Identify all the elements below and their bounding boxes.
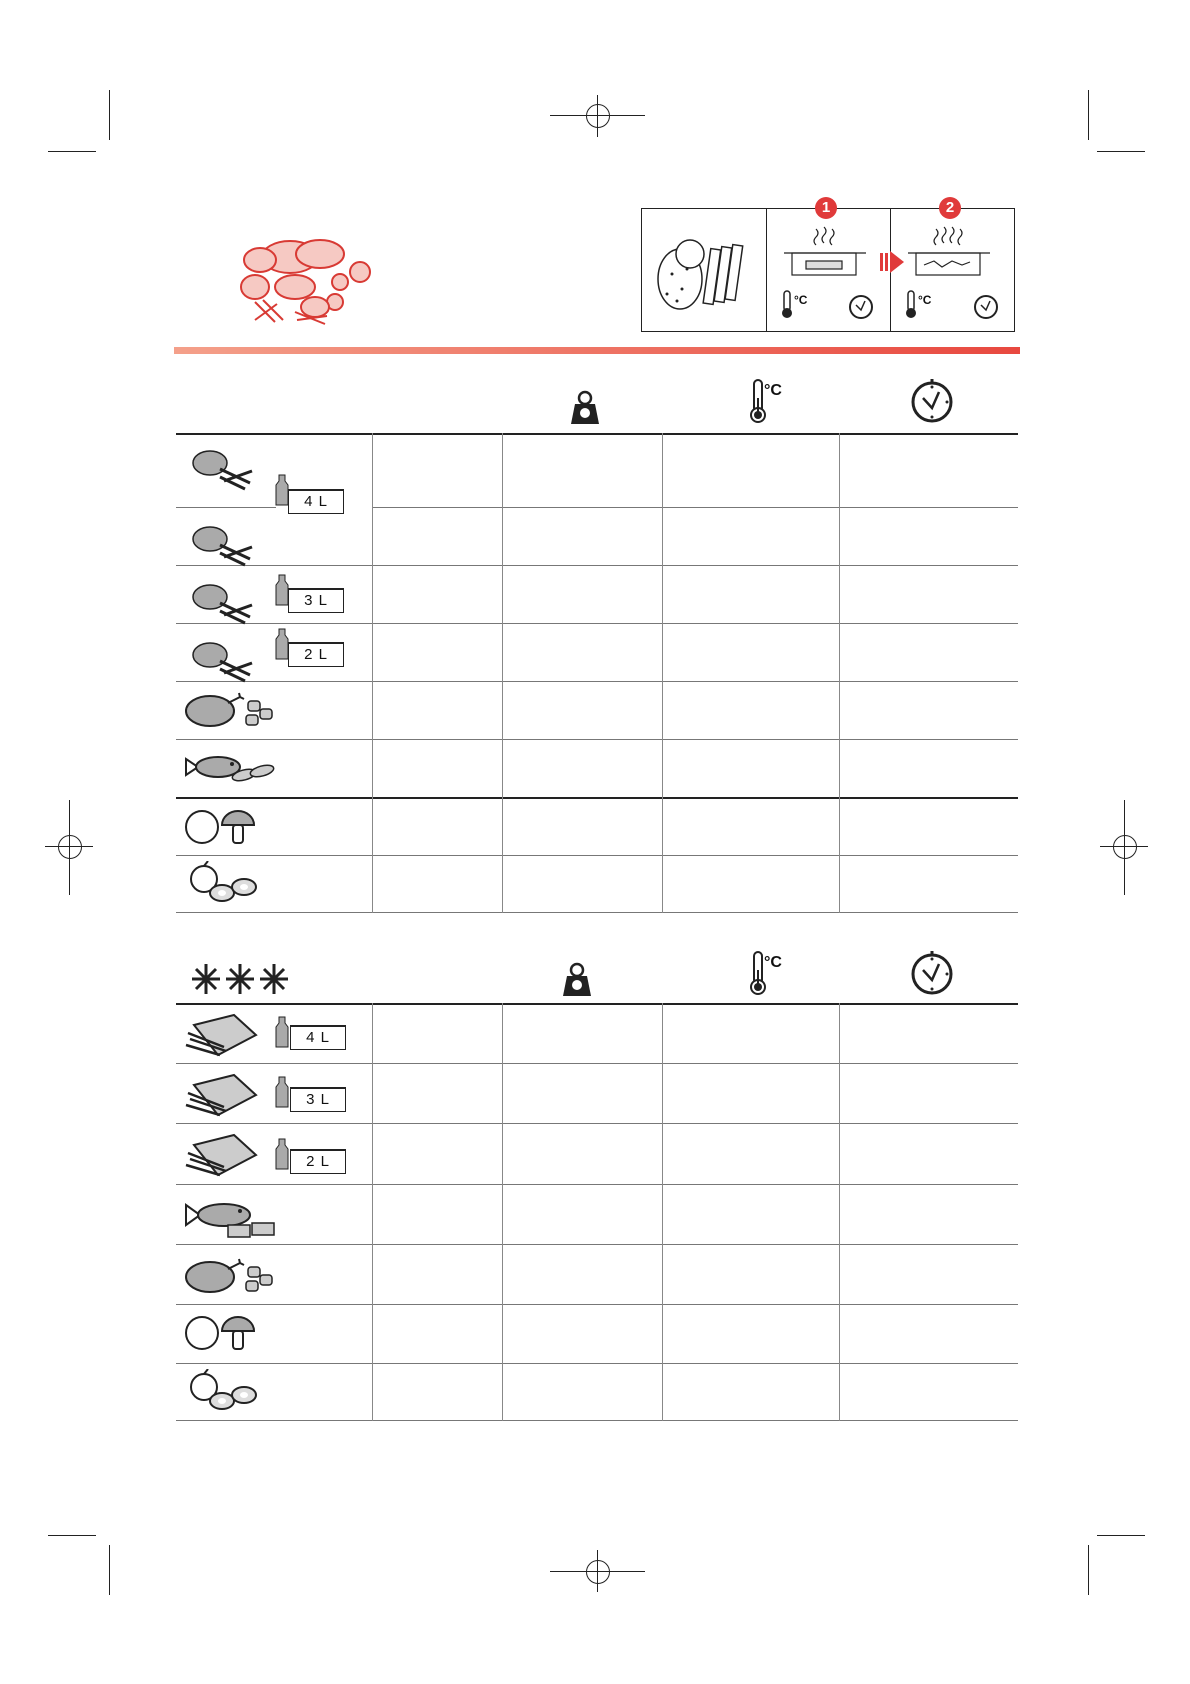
oil-capacity-label: 2 L: [290, 1149, 346, 1174]
temperature-unit-label: °C: [918, 293, 932, 307]
step-1-badge: 1: [815, 197, 837, 219]
temperature-unit-label: °C: [794, 293, 808, 307]
weight-icon: [570, 390, 600, 426]
section-divider-bar: [174, 347, 1020, 354]
oil-capacity-label: 2 L: [288, 642, 344, 667]
oil-bottle-icon: [274, 1075, 290, 1109]
frozen-food-table: [176, 1003, 1018, 1421]
oil-bottle-icon: [274, 1137, 290, 1171]
thermometer-icon: [780, 289, 794, 319]
frozen-fries-bag-icon: [184, 1011, 264, 1059]
potato-fries-icon: [190, 447, 260, 491]
frozen-fries-bag-icon: [184, 1071, 264, 1119]
clock-icon: [847, 293, 875, 321]
fish-fillet-icon: [182, 745, 277, 791]
fish-sticks-icon: [182, 1193, 282, 1241]
clock-icon: [908, 378, 956, 426]
frozen-fries-bag-icon: [184, 1131, 264, 1179]
apple-rings-icon: [182, 1369, 267, 1415]
chicken-nuggets-icon: [182, 1253, 277, 1299]
chicken-nuggets-icon: [182, 687, 277, 733]
oil-capacity-label: 3 L: [290, 1087, 346, 1112]
oil-bottle-icon: [274, 1015, 290, 1049]
potato-fries-icon: [190, 523, 260, 567]
potato-fries-icon: [190, 639, 260, 683]
oil-capacity-label: 4 L: [288, 489, 344, 514]
mushroom-icon: [182, 1311, 262, 1357]
weight-icon: [562, 962, 592, 998]
arrow-right-icon: [880, 247, 906, 277]
clock-icon: [908, 950, 956, 998]
oil-capacity-label: 4 L: [290, 1025, 346, 1050]
fryer-basket-icon: [780, 223, 880, 283]
two-step-frying-panel: [641, 199, 1015, 332]
mushroom-icon: [182, 805, 262, 851]
fried-food-illustration: [235, 232, 385, 332]
temperature-unit-label: °C: [764, 382, 782, 399]
potato-fries-icon: [190, 581, 260, 625]
potato-fries-icon: [652, 229, 752, 319]
oil-capacity-label: 3 L: [288, 588, 344, 613]
freezer-icon: [190, 962, 290, 996]
step-2-badge: 2: [939, 197, 961, 219]
apple-rings-icon: [182, 861, 267, 907]
temperature-unit-label: °C: [764, 954, 782, 971]
fresh-food-table: [176, 433, 1018, 913]
clock-icon: [972, 293, 1000, 321]
thermometer-icon: [904, 289, 918, 319]
fryer-basket-icon: [904, 223, 1004, 283]
